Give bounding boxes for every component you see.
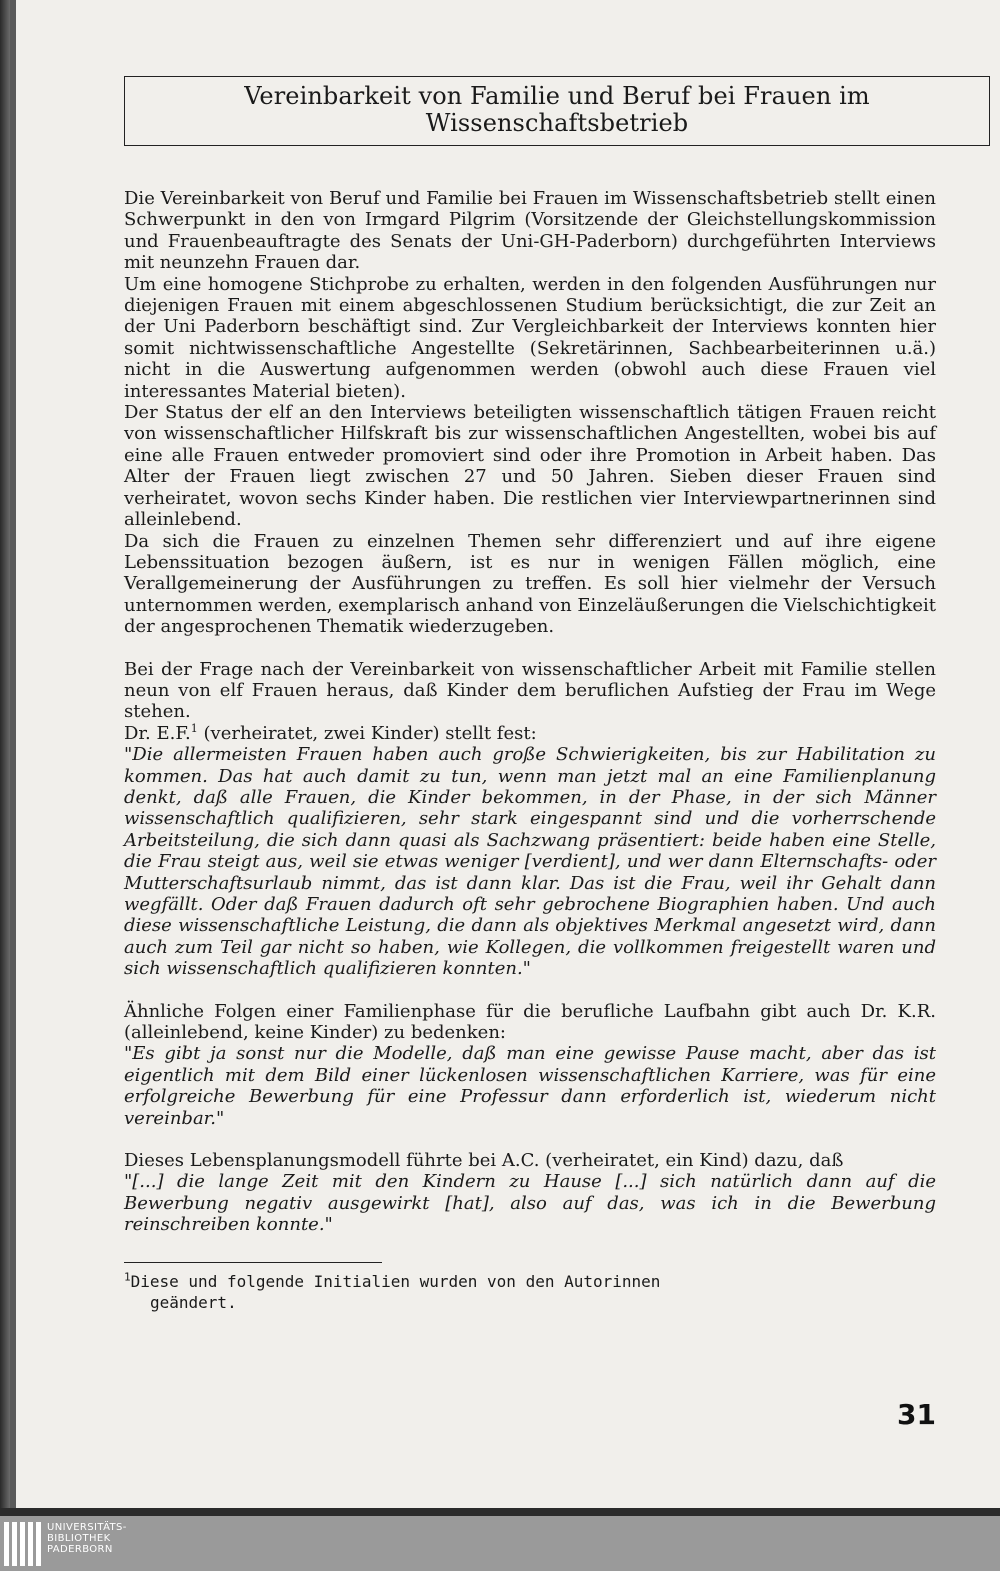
quote-kr: "Es gibt ja sonst nur die Modelle, daß man eine gewisse Pause macht, aber das ist eigentlich mit dem Bild einer lückenlosen wissenschaftlichen Karriere, was für eine erfolgreiche Bewerbung für eine Professur dann erforderlich ist, wiederum nicht vereinbar." xyxy=(124,1043,936,1129)
paragraph-method: Da sich die Frauen zu einzelnen Themen sehr differenziert und auf ihre eigene Lebenssituation bezogen äußern, ist es nur in wenigen Fällen möglich, eine Verallgemeinerung der Ausführungen zu treffen. Es soll hier vielmehr der Versuch unternommen werden, exemplarisch anhand von Einzeläußerungen die Vielschichtigkeit der angesprochenen Thematik wiederzugeben. xyxy=(124,530,936,638)
scanned-page xyxy=(10,0,1000,1508)
speaker-ef-name: Dr. E.F. xyxy=(124,722,191,744)
library-logo xyxy=(4,1522,127,1568)
logo-line-3: PADERBORN xyxy=(47,1544,113,1555)
footnote-line-1 xyxy=(124,1271,936,1292)
footnote xyxy=(124,1271,936,1313)
footnote-divider xyxy=(124,1262,382,1263)
library-logo-text xyxy=(47,1522,127,1555)
quote-ac: "[...] die lange Zeit mit den Kindern zu Hause [...] sich natürlich dann auf die Bewerbung negativ ausgewirkt [hat], also auf das, was ich in die Bewerbung reinschreiben konnte." xyxy=(124,1171,936,1236)
logo-line-2: BIBLIOTHEK xyxy=(47,1533,111,1544)
footer-divider xyxy=(0,1508,1000,1516)
library-footer-bar xyxy=(0,1508,1000,1571)
footnote-reference: 1 xyxy=(190,721,198,735)
title-line-2: Wissenschaftsbetrieb xyxy=(425,109,689,137)
page-content xyxy=(124,76,936,1313)
page-number: 31 xyxy=(897,1398,936,1431)
paragraph-question: Bei der Frage nach der Vereinbarkeit von wissenschaftlicher Arbeit mit Familie stellen neun von elf Frauen heraus, daß Kinder dem beruflichen Aufstieg der Frau im Wege stehen. xyxy=(124,658,936,723)
title-line-1: Vereinbarkeit von Familie und Beruf bei Frauen im xyxy=(244,82,870,110)
book-spine xyxy=(0,0,10,1508)
title-box xyxy=(124,76,990,146)
footnote-line-2: geändert. xyxy=(150,1292,237,1312)
speaker-ef-details: (verheiratet, zwei Kinder) stellt fest: xyxy=(197,722,537,744)
footnote-text-1: Diese und folgende Initialien wurden von den Autorinnen xyxy=(130,1271,661,1291)
logo-line-1: UNIVERSITÄTS- xyxy=(47,1522,127,1533)
library-logo-bars-icon xyxy=(4,1522,41,1566)
speaker-ef-intro xyxy=(124,723,936,744)
paragraph-kr-intro: Ähnliche Folgen einer Familienphase für die berufliche Laufbahn gibt auch Dr. K.R. (alleinlebend, keine Kinder) zu bedenken: xyxy=(124,1000,936,1044)
quote-ef: "Die allermeisten Frauen haben auch große Schwierigkeiten, bis zur Habilitation zu kommen. Das hat auch damit zu tun, wenn man jetzt mal an eine Familienplanung denkt, daß alle Frauen, die Kinder bekommen, in der Phase, in der sich Männer wissenschaftlich qualifizieren, sehr stark eingespannt sind und die vorherrschende Arbeitsteilung, die sich dann quasi als Sachzwang präsentiert: beide haben eine Stelle, die Frau steigt aus, weil sie etwas weniger [verdient], und wer dann Elternschafts- oder Mutterschaftsurlaub nimmt, das ist dann klar. Das ist die Frau, weil ihr Gehalt dann wegfällt. Oder daß Frauen dadurch oft sehr gebrochene Biographien haben. Und auch diese wissenschaftliche Leistung, die dann als objektives Merkmal angesetzt wird, dann auch zum Teil gar nicht so haben, wie Kollegen, die vollkommen freigestellt waren und sich wissenschaftlich qualifizieren konnten." xyxy=(124,744,936,980)
paragraph-intro: Die Vereinbarkeit von Beruf und Familie bei Frauen im Wissenschaftsbetrieb stellt einen Schwerpunkt in den von Irmgard Pilgrim (Vorsitzende der Gleichstellungskommission und Frauenbeauftragte des Senats der Uni-GH-Paderborn) durchgeführten Interviews mit neunzehn Frauen dar. xyxy=(124,188,936,274)
paragraph-ac-intro: Dieses Lebensplanungsmodell führte bei A.C. (verheiratet, ein Kind) dazu, daß xyxy=(124,1150,844,1172)
paragraph-sample: Um eine homogene Stichprobe zu erhalten, werden in den folgenden Ausführungen nur diejenigen Frauen mit einem abgeschlossenen Studium berücksichtigt, die zur Zeit an der Uni Paderborn beschäftigt sind. Zur Vergleichbarkeit der Interviews konnten hier somit nichtwissenschaftliche Angestellte (Sekretärinnen, Sachbearbeiterinnen u.ä.) nicht in die Auswertung aufgenommen werden (obwohl auch diese Frauen viel interessantes Material bieten). xyxy=(124,273,936,402)
footnote-mark: 1 xyxy=(124,1270,131,1284)
article-body xyxy=(124,188,936,1236)
paragraph-status: Der Status der elf an den Interviews beteiligten wissenschaftlich tätigen Frauen reicht von wissenschaftlicher Hilfskraft bis zur wissenschaftlichen Angestellten, wobei bis auf eine alle Frauen entweder promoviert sind oder ihre Promotion in Arbeit haben. Das Alter der Frauen liegt zwischen 27 und 50 Jahren. Sieben dieser Frauen sind verheiratet, wovon sechs Kinder haben. Die restlichen vier Interviewpartnerinnen sind alleinlebend. xyxy=(124,402,936,531)
